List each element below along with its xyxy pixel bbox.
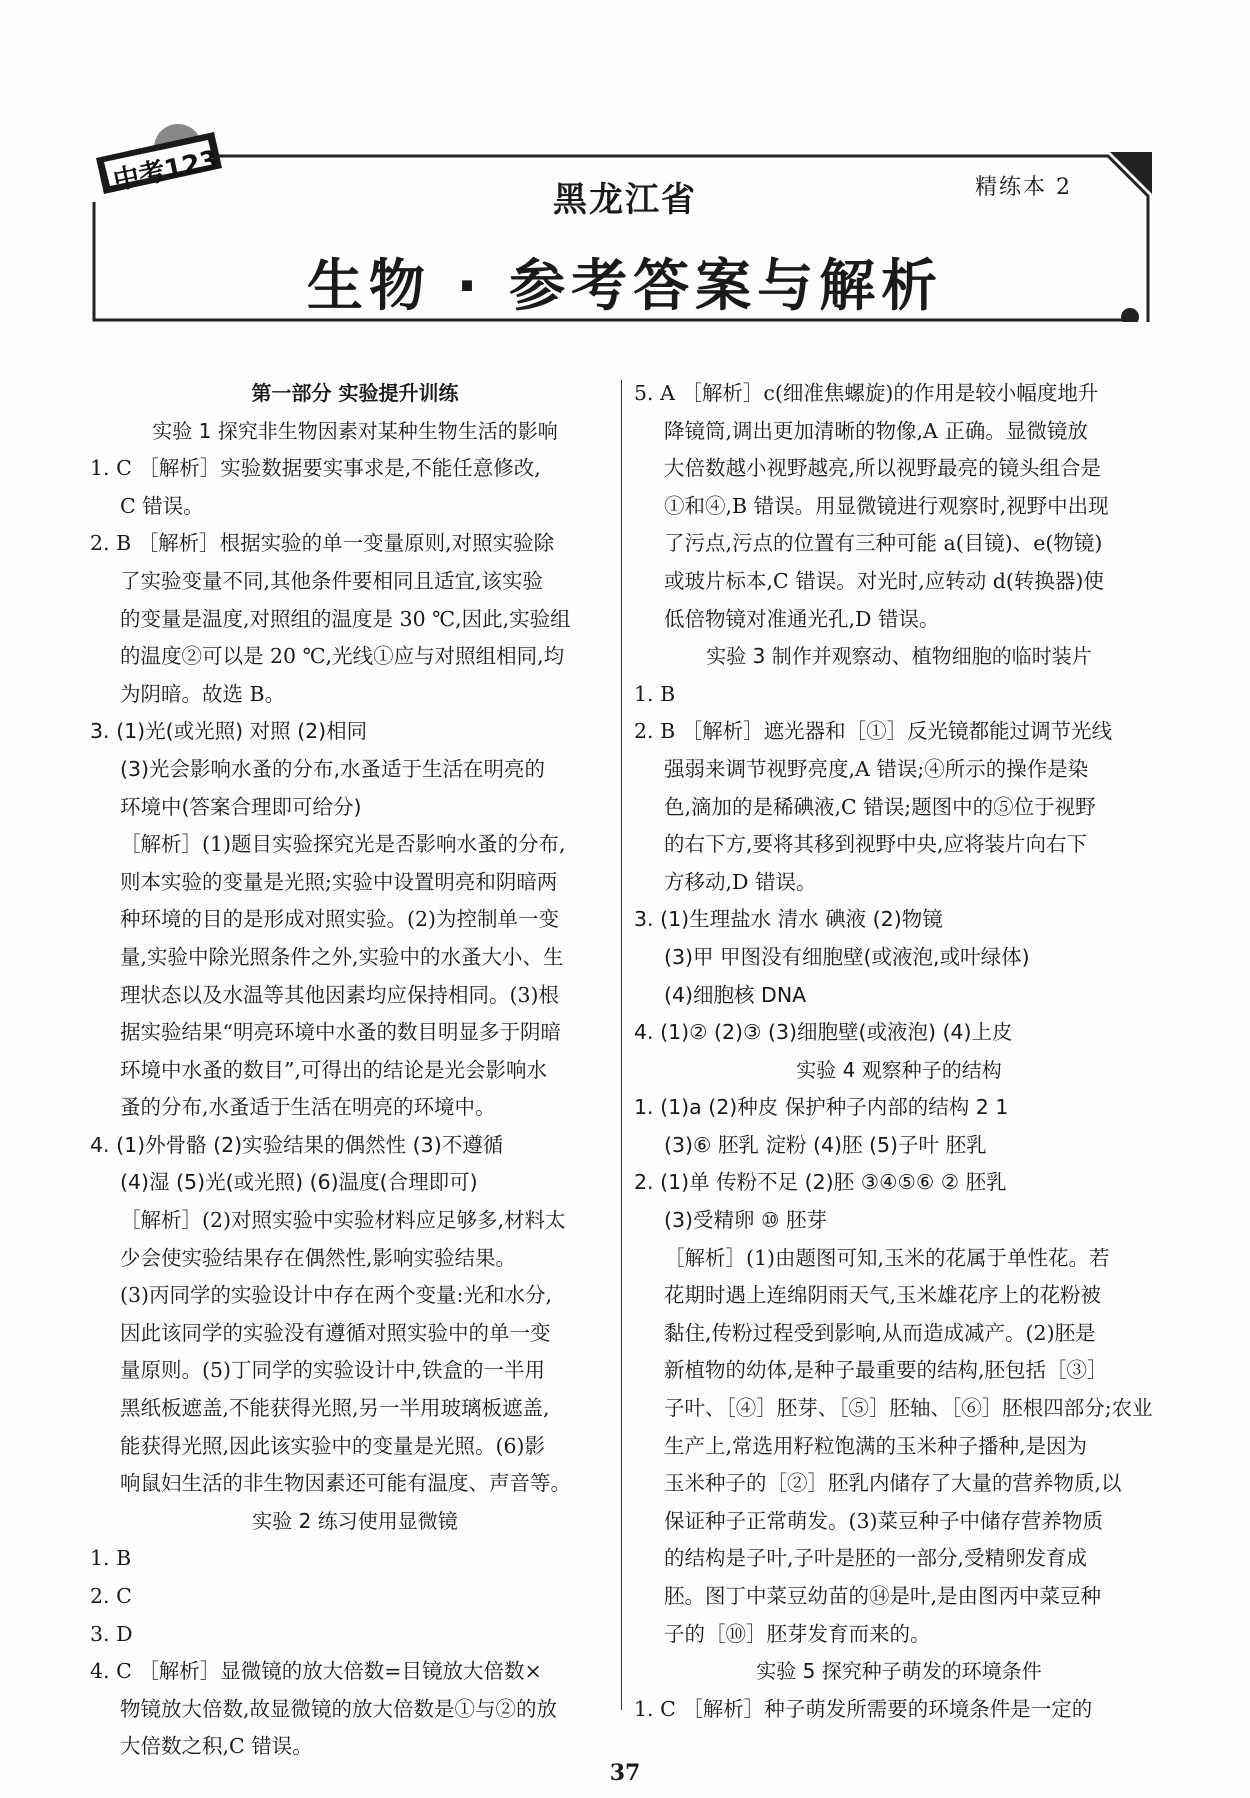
answer-line: (3)⑥ 胚乳 淀粉 (4)胚 (5)子叶 胚乳 xyxy=(664,1132,987,1157)
section-heading: 实验 1 探究非生物因素对某种生物生活的影响 xyxy=(152,418,558,443)
answer-line: 了污点,污点的位置有三种可能 a(目镜)、e(物镜) xyxy=(664,531,1103,556)
answer-line: 黏住,传粉过程受到影响,从而造成减产。(2)胚是 xyxy=(664,1320,1096,1345)
region-title: 黑龙江省 xyxy=(553,180,697,220)
answer-line: 3. (1)光(或光照) 对照 (2)相同 xyxy=(90,719,368,744)
answer-line: 子的［⑩］胚芽发育而来的。 xyxy=(664,1621,931,1646)
answer-line: 的变量是温度,对照组的温度是 30 ℃,因此,实验组 xyxy=(120,606,571,631)
answer-line: 色,滴加的是稀碘液,C 错误;题图中的⑤位于视野 xyxy=(664,794,1096,819)
answer-line: 或玻片标本,C 错误。对光时,应转动 d(转换器)使 xyxy=(664,568,1104,593)
answer-line: 量原则。(5)丁同学的实验设计中,铁盒的一半用 xyxy=(120,1358,546,1383)
answer-line: 能获得光照,因此该实验中的变量是光照。(6)影 xyxy=(120,1433,546,1458)
answer-line: 2. C xyxy=(90,1584,132,1608)
answer-line: 大倍数越小视野越亮,所以视野最亮的镜头组合是 xyxy=(664,456,1102,481)
section-heading: 实验 5 探究种子萌发的环境条件 xyxy=(756,1659,1042,1684)
answer-line: 新植物的幼体,是种子最重要的结构,胚包括［③］ xyxy=(664,1358,1108,1383)
answer-line: 理状态以及水温等其他因素均应保持相同。(3)根 xyxy=(120,982,560,1007)
answer-line: 蚤的分布,水蚤适于生活在明亮的环境中。 xyxy=(120,1095,496,1120)
answer-line: 方移动,D 错误。 xyxy=(664,869,817,894)
answer-line: ①和④,B 错误。用显微镜进行观察时,视野中出现 xyxy=(664,493,1109,518)
answer-line: 2. B ［解析］遮光器和［①］反光镜都能过调节光线 xyxy=(634,719,1113,744)
answer-line: 的温度②可以是 20 ℃,光线①应与对照组相同,均 xyxy=(120,644,565,669)
answer-line: 1. B xyxy=(634,681,676,706)
answer-line: 据实验结果“明亮环境中水蚤的数目明显多于阴暗 xyxy=(120,1020,561,1045)
page-title: 生物 · 参考答案与解析 xyxy=(306,254,944,319)
answer-line: 因此该同学的实验没有遵循对照实验中的单一变 xyxy=(120,1320,551,1345)
right-column xyxy=(634,375,1164,1728)
answer-line: 3. D xyxy=(90,1621,133,1646)
answer-line: 降镜筒,调出更加清晰的物像,A 正确。显微镜放 xyxy=(664,418,1088,443)
answer-line: 5. A ［解析］c(细准焦螺旋)的作用是较小幅度地升 xyxy=(634,381,1099,405)
answer-line: 花期时遇上连绵阴雨天气,玉米雄花序上的花粉被 xyxy=(664,1283,1102,1308)
answer-line: ［解析］(1)由题图可知,玉米的花属于单性花。若 xyxy=(664,1245,1110,1270)
column-divider xyxy=(621,380,622,1710)
answer-line: 保证种子正常萌发。(3)菜豆种子中储存营养物质 xyxy=(664,1508,1104,1533)
answer-line: 则本实验的变量是光照;实验中设置明亮和阴暗两 xyxy=(120,869,558,894)
section-heading: 实验 4 观察种子的结构 xyxy=(796,1057,1002,1082)
answer-line: 生产上,常选用籽粒饱满的玉米种子播种,是因为 xyxy=(664,1433,1088,1458)
page-number: 37 xyxy=(609,1760,641,1786)
left-column xyxy=(90,375,620,1766)
answer-line: ［解析］(2)对照实验中实验材料应足够多,材料太 xyxy=(120,1208,566,1233)
answer-line: 种环境的目的是形成对照实验。(2)为控制单一变 xyxy=(120,907,560,932)
answer-line: 强弱来调节视野亮度,A 错误;④所示的操作是染 xyxy=(664,756,1089,781)
section-heading: 实验 2 练习使用显微镜 xyxy=(252,1508,458,1533)
answer-line: 的结构是子叶,子叶是胚的一部分,受精卵发育成 xyxy=(664,1546,1088,1571)
answer-line: 大倍数之积,C 错误。 xyxy=(120,1734,313,1759)
answer-line: 低倍物镜对准通光孔,D 错误。 xyxy=(664,606,940,631)
answer-line: 量,实验中除光照条件之外,实验中的水蚤大小、生 xyxy=(120,944,564,969)
answer-line: 4. (1)② (2)③ (3)细胞壁(或液泡) (4)上皮 xyxy=(634,1020,1013,1045)
answer-line: 玉米种子的［②］胚乳内储存了大量的营养物质,以 xyxy=(664,1471,1122,1496)
answer-line: 环境中(答案合理即可给分) xyxy=(120,794,362,819)
section-heading: 第一部分 实验提升训练 xyxy=(251,381,459,405)
answer-line: 4. (1)外骨骼 (2)实验结果的偶然性 (3)不遵循 xyxy=(90,1132,504,1157)
answer-line: 2. (1)单 传粉不足 (2)胚 ③④⑤⑥ ② 胚乳 xyxy=(634,1170,1007,1195)
edition-label: 精练本 2 xyxy=(975,175,1072,200)
answer-line: 为阴暗。故选 B。 xyxy=(120,681,286,706)
answer-line: (4)湿 (5)光(或光照) (6)温度(合理即可) xyxy=(120,1170,478,1195)
svg-text:中考123: 中考123 xyxy=(110,145,221,197)
answer-line: 1. C ［解析］实验数据要实事求是,不能任意修改, xyxy=(90,456,541,481)
answer-line: (3)甲 甲图没有细胞壁(或液泡,或叶绿体) xyxy=(664,944,1030,969)
answer-line: 1. B xyxy=(90,1546,132,1571)
answer-line: (3)丙同学的实验设计中存在两个变量:光和水分, xyxy=(120,1283,552,1308)
section-heading: 实验 3 制作并观察动、植物细胞的临时装片 xyxy=(706,644,1092,669)
answer-line: (4)细胞核 DNA xyxy=(664,982,807,1007)
answer-line: 4. C ［解析］显微镜的放大倍数=目镜放大倍数× xyxy=(90,1659,542,1684)
answer-line: 响鼠妇生活的非生物因素还可能有温度、声音等。 xyxy=(120,1471,571,1496)
answer-line: 物镜放大倍数,故显微镜的放大倍数是①与②的放 xyxy=(120,1696,558,1721)
answer-line: C 错误。 xyxy=(120,493,204,518)
answer-line: 1. C ［解析］种子萌发所需要的环境条件是一定的 xyxy=(634,1696,1093,1721)
answer-line: (3)受精卵 ⑩ 胚芽 xyxy=(664,1208,827,1233)
answer-line: 胚。图丁中菜豆幼苗的⑭是叶,是由图丙中菜豆种 xyxy=(664,1584,1102,1608)
answer-line: 了实验变量不同,其他条件要相同且适宜,该实验 xyxy=(120,568,544,593)
answer-line: 的右下方,要将其移到视野中央,应将装片向右下 xyxy=(664,832,1088,857)
answer-line: 少会使实验结果存在偶然性,影响实验结果。 xyxy=(120,1245,517,1270)
answer-line: 子叶、［④］胚芽、［⑤］胚轴、［⑥］胚根四部分;农业 xyxy=(664,1396,1153,1421)
answer-line: 3. (1)生理盐水 清水 碘液 (2)物镜 xyxy=(634,907,943,932)
answer-line: 环境中水蚤的数目”,可得出的结论是光会影响水 xyxy=(120,1057,547,1082)
answer-line: 1. (1)a (2)种皮 保护种子内部的结构 2 1 xyxy=(634,1095,1009,1120)
answer-line: (3)光会影响水蚤的分布,水蚤适于生活在明亮的 xyxy=(120,756,546,781)
answer-line: 黑纸板遮盖,不能获得光照,另一半用玻璃板遮盖, xyxy=(120,1396,550,1421)
answer-line: ［解析］(1)题目实验探究光是否影响水蚤的分布, xyxy=(120,832,566,857)
answer-line: 2. B ［解析］根据实验的单一变量原则,对照实验除 xyxy=(90,531,555,556)
